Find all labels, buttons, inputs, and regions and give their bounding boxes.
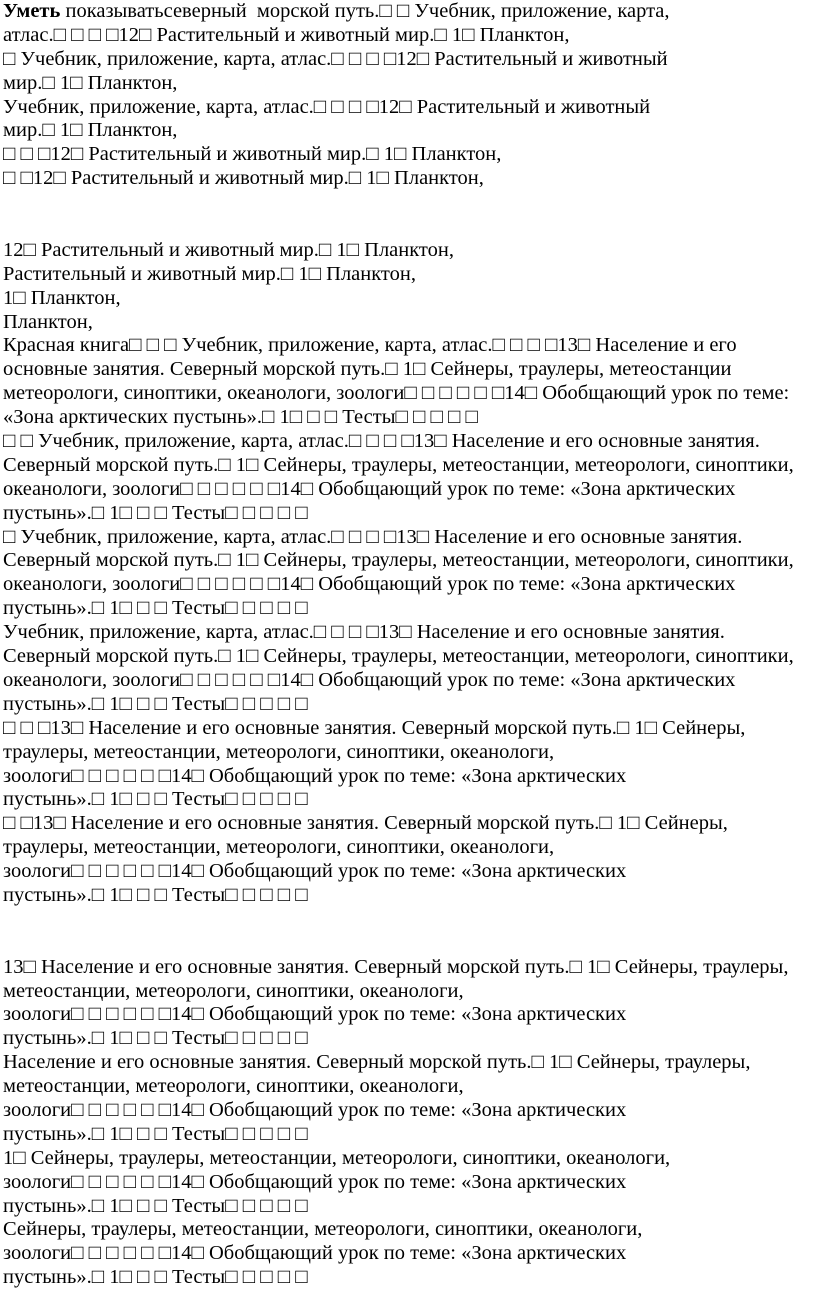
document-body [3, 0, 813, 1290]
text-line [3, 1242, 813, 1266]
line-text: показыватьсеверный морской путь.□ □ Учебник, приложение, карта, [60, 0, 670, 22]
text-line [3, 765, 813, 789]
text-line [3, 549, 813, 573]
line-text: пустынь».□ 1□ □ □ Тесты□ □ □ □ □ [3, 1122, 308, 1145]
text-line [3, 812, 813, 836]
line-text: океанологи, зоологи□ □ □ □ □ □14□ Обобщающий урок по теме: «Зона арктических [3, 477, 736, 500]
text-line [3, 788, 813, 812]
text-line [3, 96, 813, 120]
line-text: □ □ □12□ Растительный и животный мир.□ 1□ Планктон, [3, 143, 502, 166]
line-text: пустынь».□ 1□ □ □ Тесты□ □ □ □ □ [3, 692, 308, 715]
text-line [3, 693, 813, 717]
text-line [3, 1027, 813, 1051]
line-text: Учебник, приложение, карта, атлас.□ □ □ □13□ Население и его основные занятия. [3, 621, 725, 644]
text-line [3, 741, 813, 765]
line-text: пустынь».□ 1□ □ □ Тесты□ □ □ □ □ [3, 597, 308, 620]
line-text: □ □12□ Растительный и животный мир.□ 1□ Планктон, [3, 167, 484, 190]
text-line [3, 1266, 813, 1290]
text-line [3, 143, 813, 167]
text-line [3, 597, 813, 621]
line-text: □ Учебник, приложение, карта, атлас.□ □ □ □12□ Растительный и животный [3, 47, 668, 70]
text-line [3, 382, 813, 406]
text-line [3, 1075, 813, 1099]
text-line [3, 717, 813, 741]
line-text: мир.□ 1□ Планктон, [3, 119, 178, 142]
text-line [3, 1171, 813, 1195]
line-text: 1□ Сейнеры, траулеры, метеостанции, метеорологи, синоптики, океанологи, [3, 1146, 671, 1169]
text-line [3, 358, 813, 382]
text-line [3, 454, 813, 478]
line-text: пустынь».□ 1□ □ □ Тесты□ □ □ □ □ [3, 1027, 308, 1050]
text-line [3, 956, 813, 980]
text-line [3, 167, 813, 191]
text-line [3, 621, 813, 645]
text-line [3, 334, 813, 358]
blank-line [3, 932, 813, 956]
line-text: пустынь».□ 1□ □ □ Тесты□ □ □ □ □ [3, 1266, 308, 1289]
text-line [3, 1195, 813, 1219]
line-text: □ □ □13□ Население и его основные занятия. Северный морской путь.□ 1□ Сейнеры, [3, 716, 746, 739]
text-line [3, 239, 813, 263]
text-line [3, 884, 813, 908]
line-text: □ Учебник, приложение, карта, атлас.□ □ □ □13□ Население и его основные занятия. [3, 525, 743, 548]
blank-line [3, 191, 813, 215]
text-line [3, 980, 813, 1004]
line-text: 12□ Растительный и животный мир.□ 1□ Планктон, [3, 238, 454, 261]
text-line [3, 526, 813, 550]
text-line [3, 1099, 813, 1123]
line-text: зоологи□ □ □ □ □ □14□ Обобщающий урок по теме: «Зона арктических [3, 1170, 627, 1193]
line-text: □ □ Учебник, приложение, карта, атлас.□ □ □ □13□ Население и его основные занятия. [3, 430, 760, 453]
text-line [3, 1147, 813, 1171]
bold-term: Уметь [3, 0, 61, 22]
line-text: Северный морской путь.□ 1□ Сейнеры, траулеры, метеостанции, метеорологи, синоптики, [3, 453, 794, 476]
line-text: Северный морской путь.□ 1□ Сейнеры, траулеры, метеостанции, метеорологи, синоптики, [3, 645, 794, 668]
line-text: зоологи□ □ □ □ □ □14□ Обобщающий урок по теме: «Зона арктических [3, 1003, 627, 1026]
text-line [3, 287, 813, 311]
text-line [3, 430, 813, 454]
line-text: пустынь».□ 1□ □ □ Тесты□ □ □ □ □ [3, 883, 308, 906]
text-line [3, 502, 813, 526]
text-line [3, 24, 813, 48]
line-text: океанологи, зоологи□ □ □ □ □ □14□ Обобщающий урок по теме: «Зона арктических [3, 668, 736, 691]
text-line [3, 836, 813, 860]
line-text: □ □13□ Население и его основные занятия. Северный морской путь.□ 1□ Сейнеры, [3, 812, 728, 835]
line-text: Планктон, [3, 310, 93, 333]
line-text: метеостанции, метеорологи, синоптики, океанологи, [3, 1075, 464, 1098]
text-line [3, 1123, 813, 1147]
text-line [3, 119, 813, 143]
text-line [3, 478, 813, 502]
line-text: зоологи□ □ □ □ □ □14□ Обобщающий урок по теме: «Зона арктических [3, 764, 627, 787]
text-line [3, 645, 813, 669]
line-text: мир.□ 1□ Планктон, [3, 71, 178, 94]
line-text: пустынь».□ 1□ □ □ Тесты□ □ □ □ □ [3, 788, 308, 811]
text-line [3, 48, 813, 72]
blank-line [3, 908, 813, 932]
text-line [3, 263, 813, 287]
line-text: основные занятия. Северный морской путь.□ 1□ Сейнеры, траулеры, метеостанции [3, 358, 732, 381]
blank-line [3, 215, 813, 239]
line-text: Северный морской путь.□ 1□ Сейнеры, траулеры, метеостанции, метеорологи, синоптики, [3, 549, 794, 572]
text-line [3, 0, 813, 24]
line-text: зоологи□ □ □ □ □ □14□ Обобщающий урок по теме: «Зона арктических [3, 1098, 627, 1121]
line-text: метеостанции, метеорологи, синоптики, океанологи, [3, 979, 464, 1002]
line-text: Растительный и животный мир.□ 1□ Планктон, [3, 262, 416, 285]
text-line [3, 311, 813, 335]
text-line [3, 72, 813, 96]
text-line [3, 1051, 813, 1075]
line-text: Сейнеры, траулеры, метеостанции, метеорологи, синоптики, океанологи, [3, 1218, 643, 1241]
line-text: зоологи□ □ □ □ □ □14□ Обобщающий урок по теме: «Зона арктических [3, 1242, 627, 1265]
line-text: траулеры, метеостанции, метеорологи, синоптики, океанологи, [3, 740, 555, 763]
text-line [3, 1003, 813, 1027]
line-text: Красная книга□ □ □ Учебник, приложение, карта, атлас.□ □ □ □13□ Население и его [3, 334, 737, 357]
line-text: 13□ Население и его основные занятия. Северный морской путь.□ 1□ Сейнеры, траулеры, [3, 955, 789, 978]
line-text: зоологи□ □ □ □ □ □14□ Обобщающий урок по теме: «Зона арктических [3, 860, 627, 883]
text-line [3, 1218, 813, 1242]
text-line [3, 406, 813, 430]
line-text: Население и его основные занятия. Северный морской путь.□ 1□ Сейнеры, траулеры, [3, 1051, 751, 1074]
line-text: Учебник, приложение, карта, атлас.□ □ □ □12□ Растительный и животный [3, 95, 651, 118]
line-text: траулеры, метеостанции, метеорологи, синоптики, океанологи, [3, 836, 555, 859]
line-text: 1□ Планктон, [3, 286, 121, 309]
text-line [3, 573, 813, 597]
line-text: атлас.□ □ □ □12□ Растительный и животный мир.□ 1□ Планктон, [3, 23, 570, 46]
line-text: океанологи, зоологи□ □ □ □ □ □14□ Обобщающий урок по теме: «Зона арктических [3, 573, 736, 596]
line-text: метеорологи, синоптики, океанологи, зоологи□ □ □ □ □ □14□ Обобщающий урок по теме: [3, 382, 790, 405]
text-line [3, 669, 813, 693]
line-text: пустынь».□ 1□ □ □ Тесты□ □ □ □ □ [3, 501, 308, 524]
line-text: «Зона арктических пустынь».□ 1□ □ □ Тесты□ □ □ □ □ [3, 406, 478, 429]
text-line [3, 860, 813, 884]
line-text: пустынь».□ 1□ □ □ Тесты□ □ □ □ □ [3, 1194, 308, 1217]
